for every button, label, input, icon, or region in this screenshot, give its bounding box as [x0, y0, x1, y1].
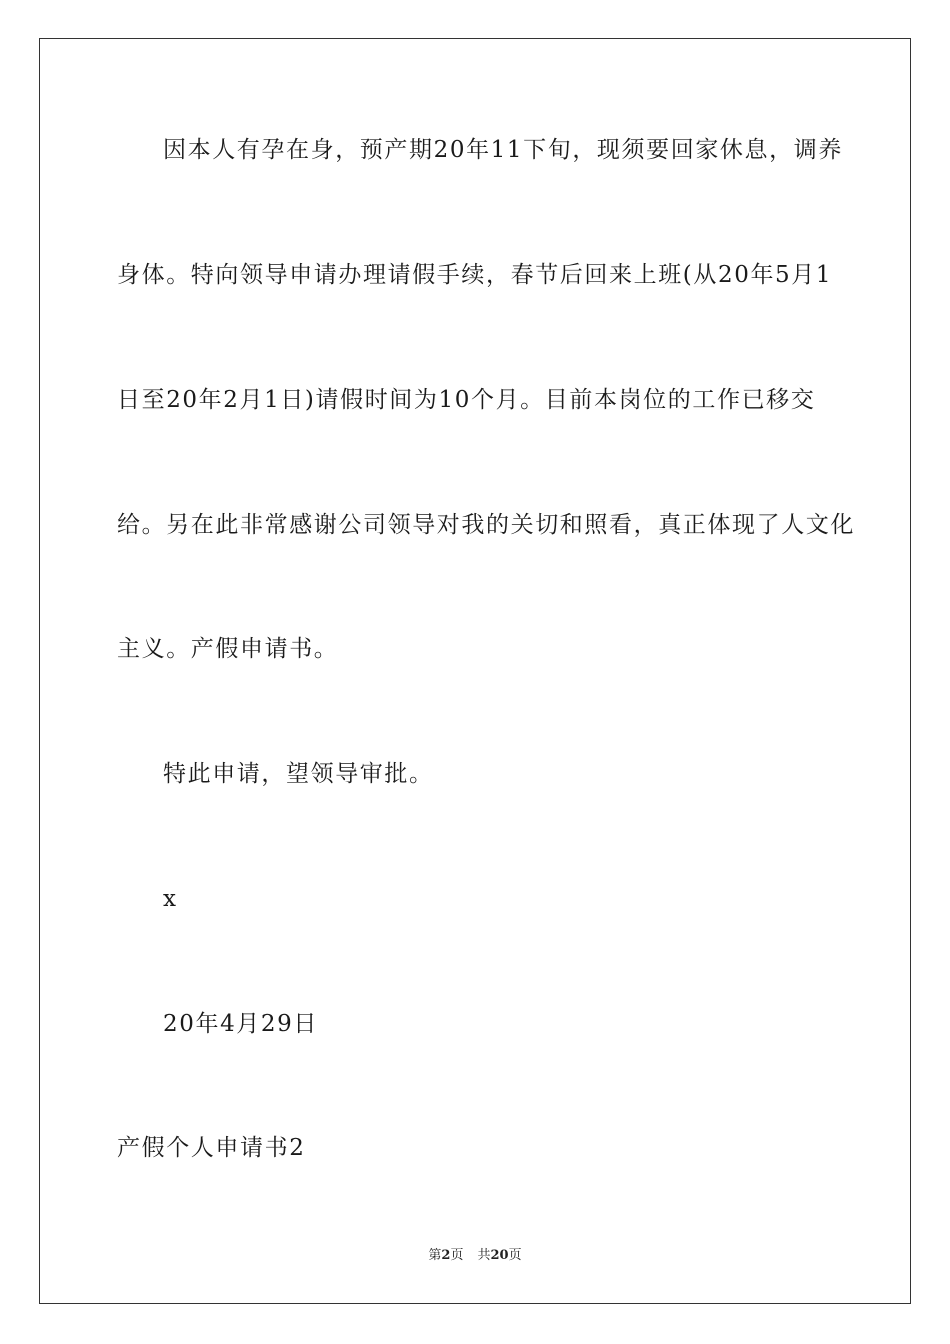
- paragraph-line-2: 身体。特向领导申请办理请假手续，春节后回来上班(从20年5月1: [117, 262, 833, 288]
- closing-request: 特此申请，望领导审批。: [163, 761, 434, 787]
- section-title: 产假个人申请书2: [117, 1135, 306, 1161]
- signature-name: x: [163, 886, 178, 912]
- total-prefix: 共: [477, 1248, 491, 1263]
- page-footer: [0, 1247, 950, 1265]
- paragraph-line-5: 主义。产假申请书。: [117, 636, 339, 662]
- page-border: [39, 38, 911, 1304]
- page-suffix: 页: [450, 1248, 464, 1263]
- page-current: 2: [441, 1248, 451, 1263]
- paragraph-line-4: 给。另在此非常感谢公司领导对我的关切和照看，真正体现了人文化: [117, 512, 855, 538]
- total-suffix: 页: [508, 1248, 522, 1263]
- paragraph-line-3: 日至20年2月1日)请假时间为10个月。目前本岗位的工作已移交: [117, 387, 816, 413]
- paragraph-line-1: 因本人有孕在身，预产期20年11下旬，现须要回家休息，调养: [163, 137, 843, 163]
- page-total: 20: [490, 1248, 509, 1263]
- page-prefix: 第: [428, 1248, 442, 1263]
- signature-date: 20年4月29日: [163, 1011, 318, 1037]
